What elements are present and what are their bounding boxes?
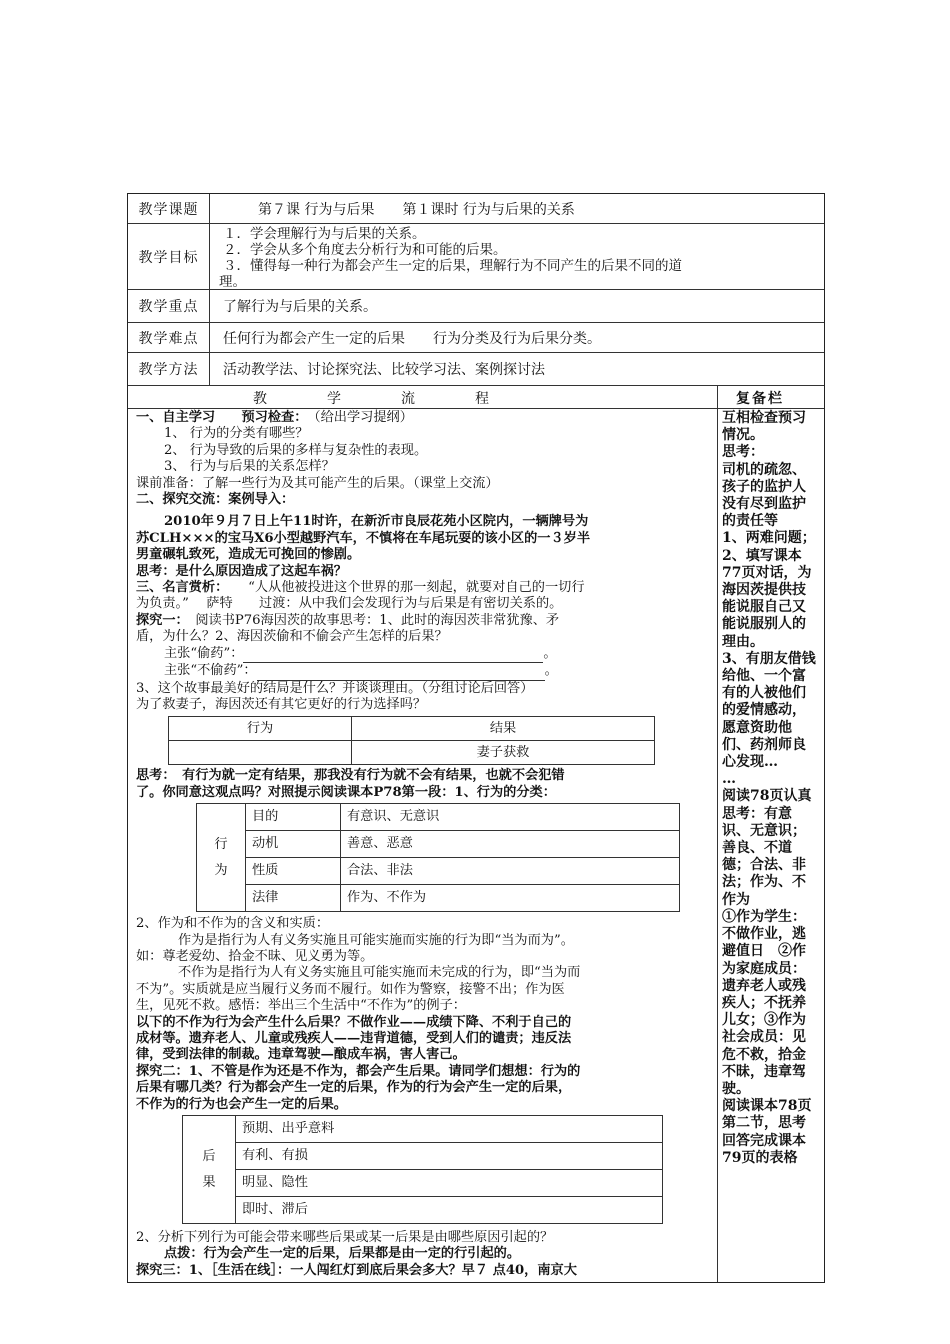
label-focus: 教学重点 xyxy=(128,290,210,322)
table-cell: 有利、有损 xyxy=(236,1143,663,1170)
quote-text: “人从他被投进这个世界的那一刻起，就要对自己的一切行 xyxy=(248,580,585,596)
answer-blank[interactable] xyxy=(257,663,545,680)
preview-check: 预习检查： xyxy=(241,410,301,425)
row-method xyxy=(128,353,824,386)
table-cell: 有意识、无意识 xyxy=(341,804,680,831)
explore-1-text: 阅读书P76海因茨的故事思考：1、此时的海因茨非常犹豫、矛 xyxy=(195,612,560,628)
value-focus: 了解行为与后果的关系。 xyxy=(223,299,377,315)
table-cell[interactable] xyxy=(169,741,352,765)
steal-label: 主张“偷药”： xyxy=(164,645,244,661)
table-cell: 明显、隐性 xyxy=(236,1170,663,1197)
consequence-text: 以下的不作为行为会产生什么后果？不做作业——成绩下降、不利于自己的 xyxy=(136,1014,572,1030)
section-explore: 二、探究交流：案例导入： xyxy=(136,492,295,508)
note-item: … xyxy=(722,771,736,788)
value-difficulty: 任何行为都会产生一定的后果 行为分类及行为后果分类。 xyxy=(223,330,601,347)
analysis-question: 2、分析下列行为可能会带来哪些后果或某一后果是由哪些原因引起的？ xyxy=(136,1230,554,1245)
question-5: 为了救妻子，海因茨还有其它更好的行为选择吗？ xyxy=(136,696,427,712)
label-goals: 教学目标 xyxy=(128,224,210,289)
flow-title: 教学流程 xyxy=(253,391,549,407)
note-item: 互相检查预习情况。 xyxy=(722,410,806,444)
table-cell: 预期、出乎意料 xyxy=(236,1116,663,1143)
notes-column xyxy=(722,410,818,1167)
think-question-2: 思考： 有行为就一定有结果，那我没有行为就不会有结果，也就不会犯错 xyxy=(136,768,565,784)
question-2: 2、 行为导致的后果的多样与复杂性的表现。 xyxy=(164,442,428,458)
explore-2-text: 后果有哪几类？行为都会产生一定的后果，作为的行为会产生一定的后果， xyxy=(136,1080,572,1096)
action-text: 生，见死不救。感悟：举出三个生活中“不作为”的例子： xyxy=(136,998,466,1014)
column-divider xyxy=(717,386,718,1282)
behavior-result-table xyxy=(168,716,655,765)
question-4: 3、这个故事最美好的结局是什么？并谈谈理由。（分组讨论后回答） xyxy=(136,680,534,696)
think-question-2: 了。你同意这观点吗？对照提示阅读课本P78第一段：1、行为的分类： xyxy=(136,784,556,800)
notes-title: 复备栏 xyxy=(736,391,784,407)
action-text: 如：尊老爱幼、拾金不昧、见义勇为等。 xyxy=(136,948,374,964)
goal-line: ２．学会从多个角度去分析行为和可能的后果。 xyxy=(223,242,507,258)
note-item: 司机的疏忽、孩子的监护人没有尽到监护的责任等 xyxy=(722,461,806,530)
action-text: 不作为是指行为人有义务实施且可能实施而未完成的行为，即“当为而 xyxy=(178,965,581,981)
table-header: 结果 xyxy=(352,717,655,741)
action-text: 作为是指行为人有义务实施且可能实施而实施的行为即“当为而为”。 xyxy=(178,932,574,948)
note-item: 2、填写课本77页对话，为海因茨提供技能说服自己又能说服别人的理由。 xyxy=(722,547,812,650)
table-cell: 即时、滞后 xyxy=(236,1197,663,1224)
question-1: 1、 行为的分类有哪些？ xyxy=(164,426,309,442)
table-header: 行为 xyxy=(169,717,352,741)
value-topic: 第７课 行为与后果 第１课时 行为与后果的关系 xyxy=(258,201,575,218)
section-self-study: 一、自主学习 xyxy=(136,410,216,425)
value-goals xyxy=(219,224,818,290)
period: 。 xyxy=(543,645,557,661)
table-cell: 妻子获救 xyxy=(352,741,655,765)
consequence-text: 成材等。遗弃老人、儿童或残疾人——违背道德，受到人们的谴责；违反法 xyxy=(136,1030,572,1046)
explore-1-text: 盾，为什么？2、海因茨偷和不偷会产生怎样的后果？ xyxy=(136,629,448,645)
action-inaction-heading: 2、作为和不作为的含义和实质： xyxy=(136,916,330,932)
table-cell: 动机 xyxy=(246,831,341,858)
table-row-header: 行为 xyxy=(197,804,246,912)
note-item: 阅读78页认真思考：有意识、无意识；善良、不道德；合法、非法；作为、不作为 xyxy=(722,788,812,908)
row-topic xyxy=(128,194,824,224)
note-item: 阅读课本78页第二节，思考回答完成课本79页的表格 xyxy=(722,1098,812,1166)
case-line: 男童碾轧致死，造成无可挽回的惨剧。 xyxy=(136,547,361,563)
outline-note: （给出学习提纲） xyxy=(314,410,413,425)
note-item: 思考： xyxy=(722,444,764,461)
value-method: 活动教学法、讨论探究法、比较学习法、案例探讨法 xyxy=(223,362,545,378)
table-cell: 作为、不作为 xyxy=(341,885,680,912)
table-cell: 法律 xyxy=(246,885,341,912)
teaching-flow xyxy=(136,410,714,1279)
table-cell: 性质 xyxy=(246,858,341,885)
class-prep: 课前准备：了解一些行为及其可能产生的后果。（课堂上交流） xyxy=(136,475,499,491)
period: 。 xyxy=(544,663,558,679)
row-goals xyxy=(128,224,824,290)
case-line: 苏CLH×××的宝马X6小型越野汽车，不慎将在车尾玩耍的该小区的一３岁半 xyxy=(136,530,591,546)
section-quotes: 三、名言赏析： xyxy=(136,580,222,596)
no-steal-label: 主张“不偷药”： xyxy=(164,663,257,679)
behavior-classification-table xyxy=(196,803,680,912)
note-item: ①作为学生：不做作业，逃避值日 ②作为家庭成员：遗弃老人或残疾人；不抚养儿女；③作为社会成员：见危不救，拾金不昧，违章驾驶。 xyxy=(722,908,806,1097)
lesson-plan-table xyxy=(127,193,825,1283)
explore-1-label: 探究一： xyxy=(136,612,183,628)
explore-2-text: 探究二：1、不管是作为还是不作为，都会产生后果。请同学们想想：行为的 xyxy=(136,1063,581,1079)
note-item: 1、两难问题； xyxy=(722,530,816,547)
explore-2-text: 不作为的行为也会产生一定的后果。 xyxy=(136,1096,347,1112)
explore-3-text: 探究三：1、［生活在线］：一人闯红灯到底后果会多大？早７ 点40，南京大 xyxy=(136,1262,577,1278)
note-item: 3、有朋友借钱给他、一个富有的人被他们的爱情感动，愿意资助他们、药剂师良心发现… xyxy=(722,650,816,771)
think-question-1: 思考：是什么原因造成了这起车祸？ xyxy=(136,563,347,579)
answer-blank[interactable] xyxy=(243,646,543,663)
hint-text: 点拨：行为会产生一定的后果，后果都是由一定的行引起的。 xyxy=(164,1246,521,1262)
label-method: 教学方法 xyxy=(128,353,210,385)
label-difficulty: 教学难点 xyxy=(128,323,210,352)
label-topic: 教学课题 xyxy=(128,194,210,223)
flow-header xyxy=(128,386,824,409)
action-text: 不为”。实质就是应当履行义务而不履行。如作为警察，接警不出；作为医 xyxy=(136,981,565,997)
consequence-classification-table xyxy=(182,1115,663,1224)
goal-line: １．学会理解行为与后果的关系。 xyxy=(223,226,426,242)
row-focus xyxy=(128,290,824,323)
row-difficulty xyxy=(128,323,824,353)
table-cell: 目的 xyxy=(246,804,341,831)
table-cell: 善意、恶意 xyxy=(341,831,680,858)
consequence-text: 律，受到法律的制裁。违章驾驶—酿成车祸，害人害己。 xyxy=(136,1047,466,1063)
goal-line: ３．懂得每一种行为都会产生一定的后果，理解行为不同产生的后果不同的道 xyxy=(223,258,682,274)
question-3: 3、 行为与后果的关系怎样？ xyxy=(164,459,335,475)
case-line: 2010年９月７日上午11时许，在新沂市良辰花苑小区院内，一辆牌号为 xyxy=(164,514,589,530)
goal-line: 理。 xyxy=(219,274,246,290)
table-cell: 合法、非法 xyxy=(341,858,680,885)
quote-text: 为负责。” 萨特 过渡：从中我们会发现行为与后果是有密切关系的。 xyxy=(136,596,563,612)
table-row-header: 后果 xyxy=(183,1116,236,1224)
